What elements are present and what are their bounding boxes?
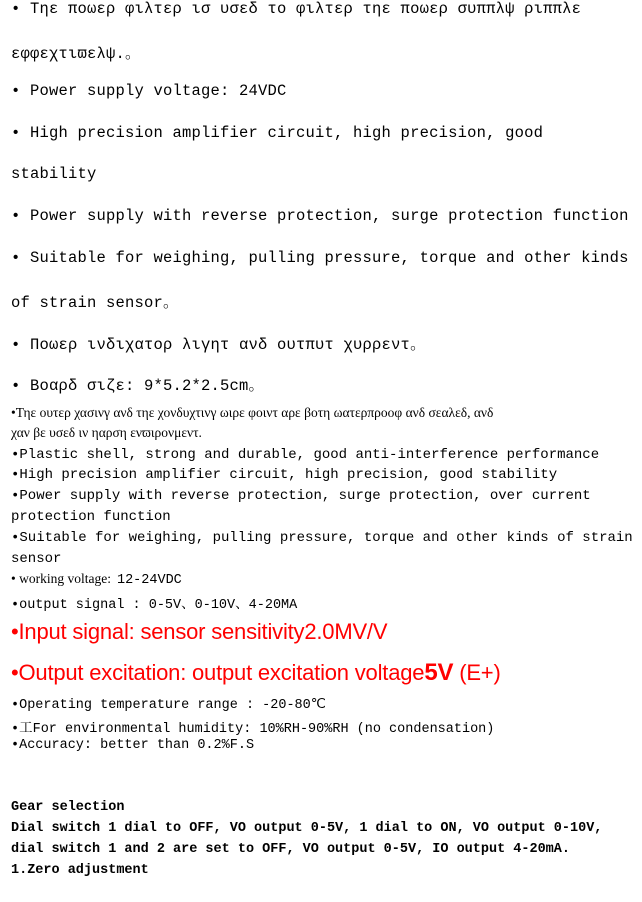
board-size-line: • Βοαρδ σιζε: 9*5.2*2.5cm。 xyxy=(11,377,265,395)
excitation-suffix: (E+) xyxy=(453,660,501,685)
high-precision-line: •High precision amplifier circuit, high precision, good stability xyxy=(11,467,558,483)
excitation-voltage-value: 5V xyxy=(424,659,454,686)
input-signal-line: •Input signal: sensor sensitivity2.0MV/V xyxy=(11,619,388,644)
gear-selection-title: Gear selection xyxy=(11,800,125,815)
power-filter-line: • Τηε ποωερ φιλτερ ισ υσεδ το φιλτερ τηε ποωερ συππλψ ριππλε xyxy=(11,0,582,18)
output-signal-line: •output signal : 0-5V、0-10V、4-20MA xyxy=(11,598,298,613)
housing-line: •Τηε ουτερ χασινγ ανδ τηε χονδυχτινγ ωιρε φοιντ αρε βοτη ωατερπροοφ ανδ σεαλεδ, ανδ xyxy=(11,405,494,420)
supply-voltage-line: • Power supply voltage: 24VDC xyxy=(11,82,287,100)
output-excitation-text: •Output excitation: output excitation voltage xyxy=(11,660,425,685)
output-excitation-line xyxy=(11,659,501,687)
working-voltage-value: 12-24VDC xyxy=(116,573,182,588)
suitable-line-cont: of strain sensor。 xyxy=(11,294,179,312)
gear-selection-line-2: dial switch 1 and 2 are set to OFF, VO output 0-5V, IO output 4-20mA. xyxy=(11,842,570,857)
suitable-line-2: •Suitable for weighing, pulling pressure, torque and other kinds of strain xyxy=(11,530,633,546)
suitable-line: • Suitable for weighing, pulling pressure, torque and other kinds xyxy=(11,249,629,267)
gear-selection-line: Dial switch 1 dial to OFF, VO output 0-5V, 1 dial to ON, VO output 0-10V, xyxy=(11,821,603,836)
precision-line-cont: stability xyxy=(11,165,97,183)
reverse-protection-line-2: •Power supply with reverse protection, surge protection, over current xyxy=(11,488,591,504)
reverse-protection-line: • Power supply with reverse protection, surge protection function xyxy=(11,207,629,225)
power-filter-line-cont: εφφεχτιϖελψ.。 xyxy=(11,45,141,63)
zero-adjustment-line: 1.Zero adjustment xyxy=(11,863,149,878)
humidity-line: •工For environmental humidity: 10%RH-90%RH (no condensation) xyxy=(11,722,495,737)
precision-line: • High precision amplifier circuit, high precision, good xyxy=(11,124,544,142)
operating-temperature-line: •Operating temperature range : -20-80℃ xyxy=(11,698,326,713)
suitable-line-2-cont: sensor xyxy=(11,551,62,567)
accuracy-line: •Accuracy: better than 0.2%F.S xyxy=(11,738,255,753)
plastic-shell-line: •Plastic shell, strong and durable, good anti-interference performance xyxy=(11,447,600,463)
working-voltage-label: • working voltage: xyxy=(11,571,111,586)
power-indicator-line: • Ποωερ ινδιχατορ λιγητ ανδ ουτπυτ χυρρεντ。 xyxy=(11,336,426,354)
housing-line-cont: χαν βε υσεδ ιν ηαρση ενϖιρονμεντ. xyxy=(11,425,202,440)
working-voltage-line xyxy=(11,571,182,588)
reverse-protection-line-2-cont: protection function xyxy=(11,509,171,525)
